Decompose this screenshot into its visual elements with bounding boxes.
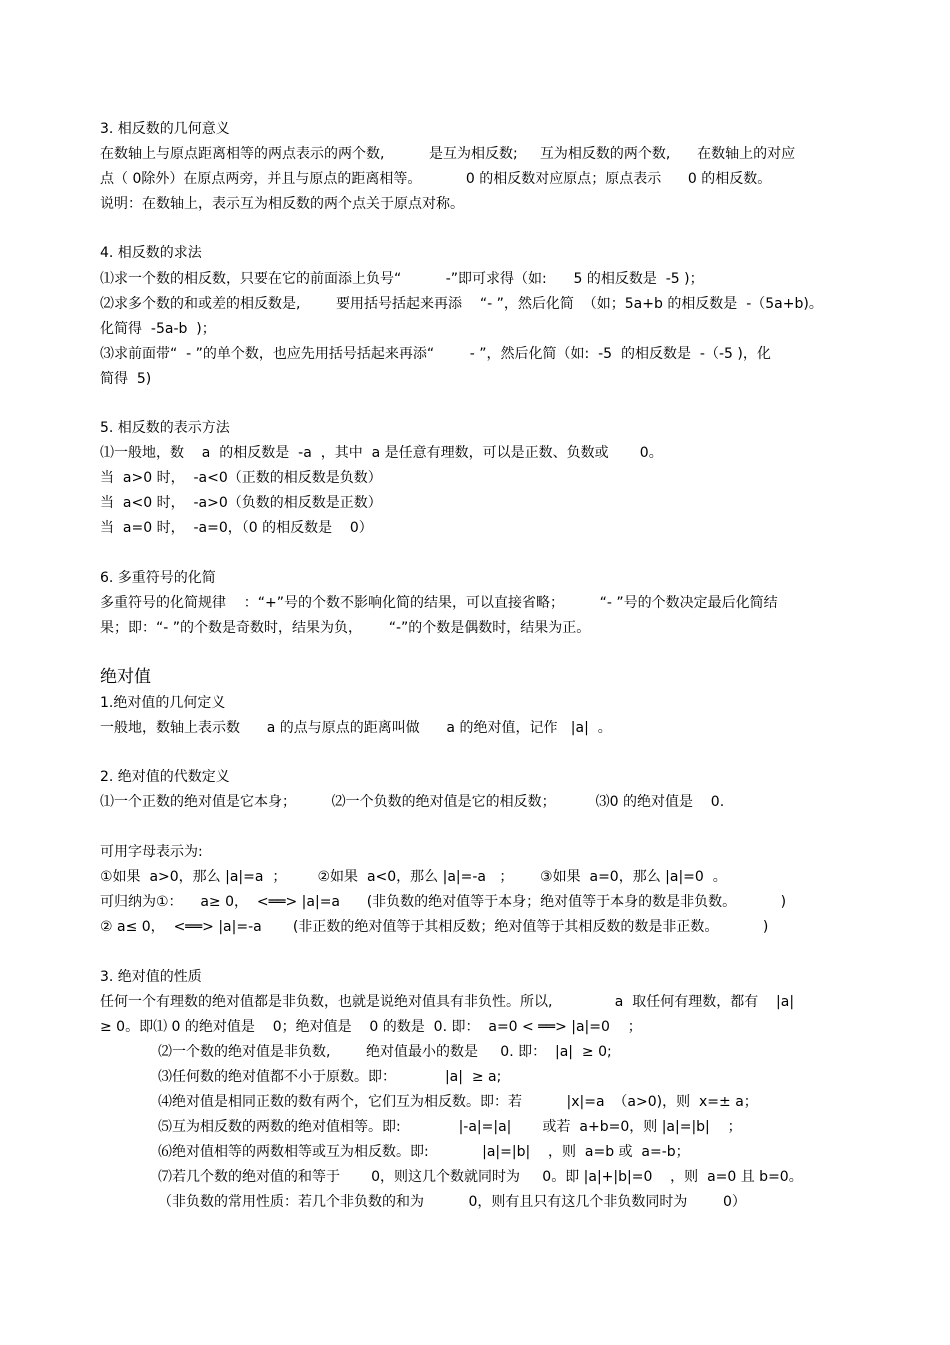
heading-abs-algebraic: 2. 绝对值的代数定义 (100, 769, 230, 785)
heading-abs-geometric: 1.绝对值的几何定义 (100, 695, 226, 711)
paragraph-line: 当 a=0 时， -a=0，（0 的相反数是 0） (100, 520, 373, 536)
property-note: （非负数的常用性质：若几个非负数的和为 0，则有且只有这几个非负数同时为 0） (158, 1194, 746, 1210)
heading-abs-properties: 3. 绝对值的性质 (100, 969, 202, 985)
paragraph-line: 一般地，数轴上表示数 a 的点与原点的距离叫做 a 的绝对值，记作 |a| 。 (100, 720, 612, 736)
property-item: ⑺若几个数的绝对值的和等于 0，则这几个数就同时为 0。即 |a|+|b|=0 ，则 a=0 且 b=0。 (158, 1169, 803, 1185)
paragraph-line: ≥ 0。即⑴ 0 的绝对值是 0；绝对值是 0 的数是 0. 即： a=0 < ══> |a|=0 ； (100, 1019, 642, 1035)
paragraph-line: ⑶求前面带“ - ”的单个数，也应先用括号括起来再添“ - ”，然后化简（如: -5 的相反数是 -（-5 )，化 (100, 346, 771, 362)
paragraph-line: ⑴一个正数的绝对值是它本身； ⑵一个负数的绝对值是它的相反数； ⑶0 的绝对值是 0. (100, 794, 725, 810)
paragraph-line: 点（ 0除外）在原点两旁，并且与原点的距离相等。 0 的相反数对应原点；原点表示 0 的相反数。 (100, 171, 772, 187)
paragraph-line: 多重符号的化简规律 ：“+”号的个数不影响化简的结果，可以直接省略； “- ”号的个数决定最后化简结 (100, 595, 778, 611)
paragraph-line: 可用字母表示为: (100, 844, 203, 860)
heading-opposite-method: 4. 相反数的求法 (100, 245, 202, 261)
paragraph-line: ⑵求多个数的和或差的相反数是, 要用括号括起来再添 “- ”，然后化简 （如；5a+b 的相反数是 -（5a+b)。 (100, 296, 823, 312)
property-item: ⑸互为相反数的两数的绝对值相等。即: |-a|=|a| 或若 a+b=0，则 |a|=|b| ； (158, 1119, 742, 1135)
paragraph-line: ② a≤ 0， <══> |a|=-a (非正数的绝对值等于其相反数；绝对值等于其相反数的数是非正数。 ) (100, 919, 769, 935)
paragraph-line: 说明：在数轴上，表示互为相反数的两个点关于原点对称。 (100, 196, 464, 212)
paragraph-line: 在数轴上与原点距离相等的两点表示的两个数, 是互为相反数; 互为相反数的两个数, 在数轴上的对应 (100, 146, 796, 162)
paragraph-line: 简得 5) (100, 371, 152, 387)
property-item: ⑶任何数的绝对值都不小于原数。即： |a| ≥ a; (158, 1069, 502, 1085)
paragraph-line: 当 a>0 时， -a<0（正数的相反数是负数） (100, 470, 382, 486)
paragraph-line: ⑴求一个数的相反数，只要在它的前面添上负号“ -”即可求得（如: 5 的相反数是 -5 )； (100, 271, 704, 287)
paragraph-line: 果；即：“- ”的个数是奇数时，结果为负， “-”的个数是偶数时，结果为正。 (100, 620, 591, 636)
paragraph-line: ⑴一般地，数 a 的相反数是 -a ，其中 a 是任意有理数，可以是正数、负数或 0。 (100, 445, 663, 461)
paragraph-line: 任何一个有理数的绝对值都是非负数，也就是说绝对值具有非负性。所以, a 取任何有理数，都有 |a| (100, 994, 795, 1010)
property-item: ⑷绝对值是相同正数的数有两个，它们互为相反数。即：若 |x|=a （a>0)，则 x=± a； (158, 1094, 758, 1110)
heading-opposite-geometric: 3. 相反数的几何意义 (100, 121, 230, 137)
property-item: ⑹绝对值相等的两数相等或互为相反数。即: |a|=|b| ，则 a=b 或 a=-b； (158, 1144, 690, 1160)
paragraph-line: 化简得 -5a-b )； (100, 321, 216, 337)
paragraph-line: 当 a<0 时， -a>0（负数的相反数是正数） (100, 495, 382, 511)
heading-opposite-notation: 5. 相反数的表示方法 (100, 420, 230, 436)
section-title-absolute-value: 绝对值 (100, 667, 151, 687)
paragraph-line: ①如果 a>0，那么 |a|=a ； ②如果 a<0，那么 |a|=-a ； ③如果 a=0，那么 |a|=0 。 (100, 869, 727, 885)
heading-multiple-signs: 6. 多重符号的化简 (100, 570, 216, 586)
property-item: ⑵一个数的绝对值是非负数, 绝对值最小的数是 0. 即： |a| ≥ 0; (158, 1044, 612, 1060)
paragraph-line: 可归纳为①： a≥ 0， <══> |a|=a (非负数的绝对值等于本身；绝对值等于本身的数是非负数。 ) (100, 894, 787, 910)
